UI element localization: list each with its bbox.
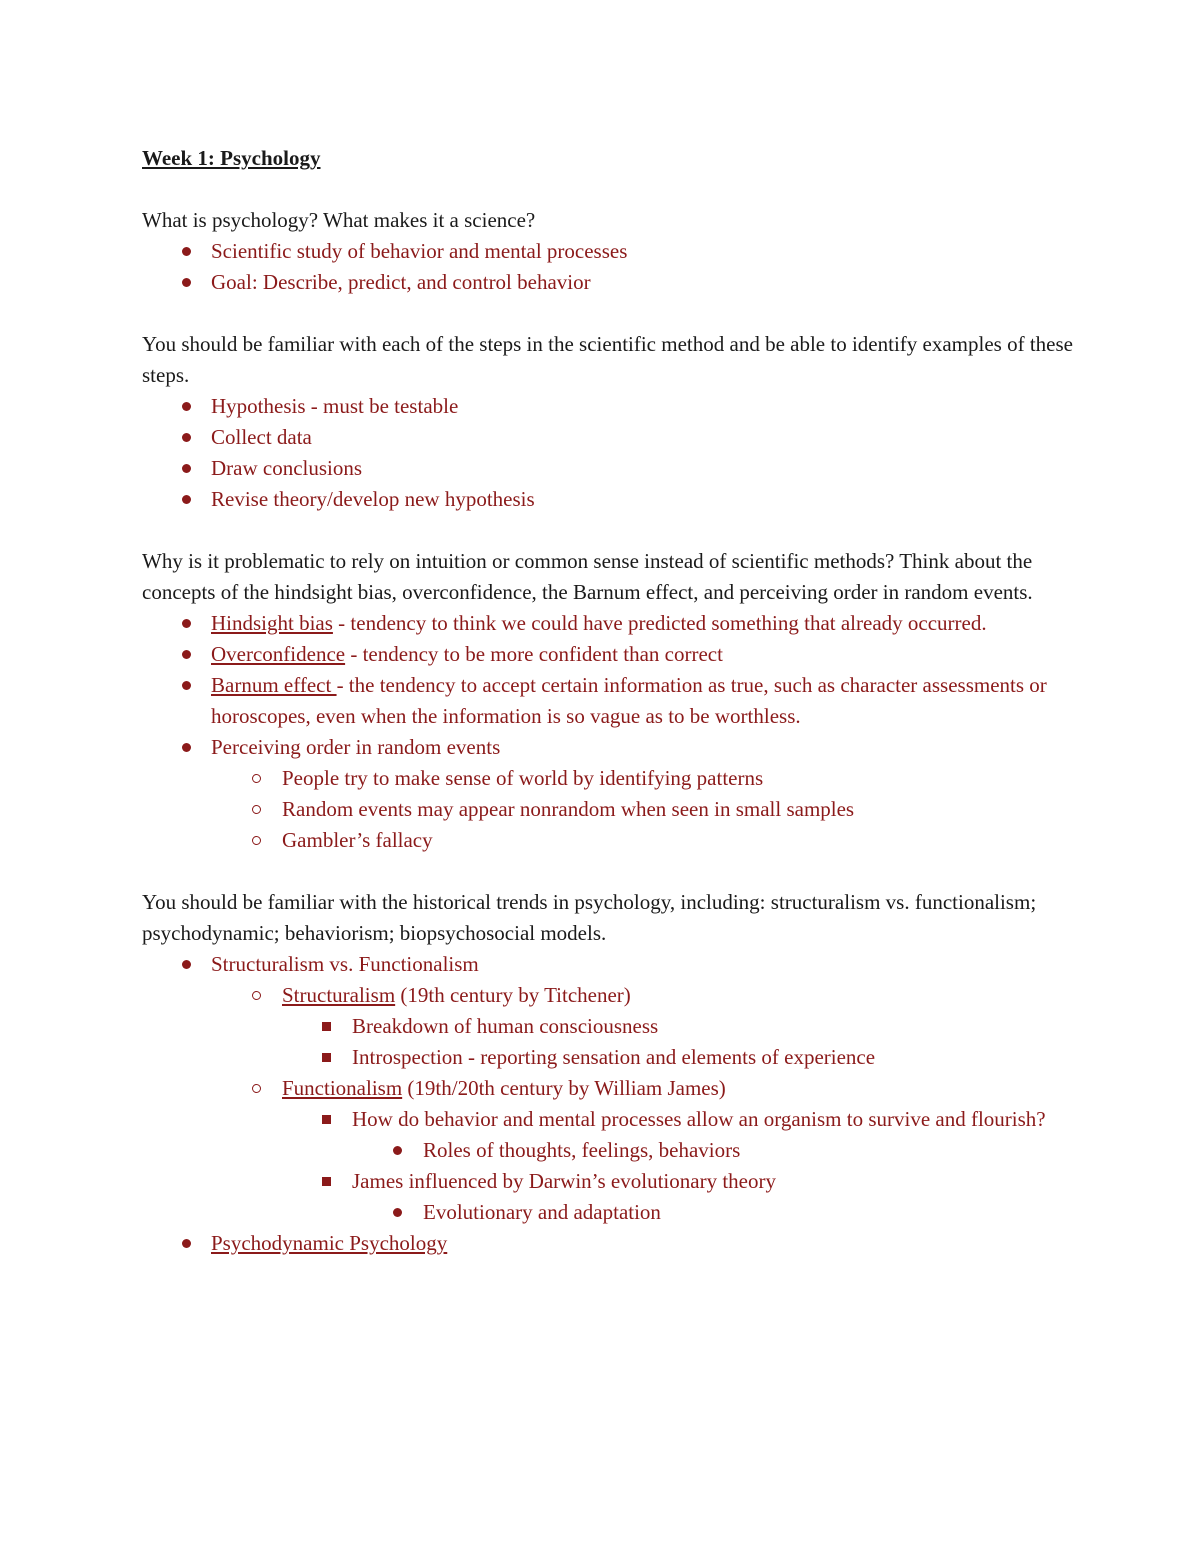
bullet-ring-icon	[246, 980, 266, 1011]
q1-list	[142, 236, 1082, 298]
list-item: Hypothesis - must be testable	[142, 391, 1082, 422]
page-title: Week 1: Psychology	[142, 146, 321, 170]
list-item: Roles of thoughts, feelings, behaviors	[142, 1135, 1082, 1166]
list-item: Overconfidence - tendency to be more confident than correct	[142, 639, 1082, 670]
list-item: Evolutionary and adaptation	[142, 1197, 1082, 1228]
q2-list	[142, 391, 1082, 515]
list-item: Collect data	[142, 422, 1082, 453]
list-item: Goal: Describe, predict, and control behavior	[142, 267, 1082, 298]
bullet-ring-icon	[246, 1073, 266, 1104]
bullet-dot-icon	[176, 949, 196, 980]
list-item: Scientific study of behavior and mental processes	[142, 236, 1082, 267]
list-item: How do behavior and mental processes allow an organism to survive and flourish?	[142, 1104, 1082, 1135]
question-4: You should be familiar with the historical trends in psychology, including: structuralism vs. functionalism; psychodynamic; behaviorism; biopsychosocial models.	[142, 890, 1037, 945]
list-item: Draw conclusions	[142, 453, 1082, 484]
list-item	[142, 1228, 1082, 1259]
bullet-dot-icon	[176, 453, 196, 484]
term-barnum-effect: Barnum effect	[211, 673, 337, 697]
list-item: Structuralism vs. Functionalism	[142, 949, 1082, 980]
bullet-dot-icon	[176, 639, 196, 670]
q3-list	[142, 608, 1082, 856]
term-psychodynamic: Psychodynamic Psychology	[211, 1231, 448, 1255]
list-item: Barnum effect - the tendency to accept certain information as true, such as character assessments or horoscopes, even when the information is so vague as to be worthless.	[142, 670, 1082, 732]
document-body	[142, 143, 1082, 1259]
bullet-dot-icon	[176, 670, 196, 701]
bullet-dot-icon	[176, 422, 196, 453]
bullet-square-icon	[316, 1166, 336, 1197]
list-item: Functionalism (19th/20th century by William James)	[142, 1073, 1082, 1104]
term-functionalism: Functionalism	[282, 1076, 403, 1100]
list-item: Structuralism (19th century by Titchener)	[142, 980, 1082, 1011]
bullet-dot-icon	[176, 391, 196, 422]
bullet-square-icon	[316, 1011, 336, 1042]
bullet-dot-icon	[176, 1228, 196, 1259]
list-item: James influenced by Darwin’s evolutionary theory	[142, 1166, 1082, 1197]
bullet-dot-icon	[176, 484, 196, 515]
list-item: Revise theory/develop new hypothesis	[142, 484, 1082, 515]
bullet-dot-icon	[176, 608, 196, 639]
term-hindsight-bias: Hindsight bias	[211, 611, 333, 635]
term-overconfidence: Overconfidence	[211, 642, 346, 666]
bullet-dot-icon	[387, 1135, 407, 1166]
list-item: Perceiving order in random events	[142, 732, 1082, 763]
bullet-dot-icon	[176, 732, 196, 763]
question-3: Why is it problematic to rely on intuition or common sense instead of scientific methods? Think about the concepts of the hindsight bias, overconfidence, the Barnum effect, and perceiving order in random events.	[142, 549, 1033, 604]
bullet-ring-icon	[246, 763, 266, 794]
bullet-dot-icon	[176, 236, 196, 267]
question-1: What is psychology? What makes it a science?	[142, 208, 536, 232]
term-structuralism: Structuralism	[282, 983, 396, 1007]
list-item: People try to make sense of world by identifying patterns	[142, 763, 1082, 794]
list-item: Introspection - reporting sensation and elements of experience	[142, 1042, 1082, 1073]
bullet-square-icon	[316, 1042, 336, 1073]
list-item: Breakdown of human consciousness	[142, 1011, 1082, 1042]
list-item: Random events may appear nonrandom when seen in small samples	[142, 794, 1082, 825]
question-2: You should be familiar with each of the steps in the scientific method and be able to identify examples of these steps.	[142, 332, 1073, 387]
bullet-ring-icon	[246, 794, 266, 825]
bullet-dot-icon	[387, 1197, 407, 1228]
bullet-square-icon	[316, 1104, 336, 1135]
q4-list	[142, 949, 1082, 1259]
bullet-dot-icon	[176, 267, 196, 298]
list-item: Hindsight bias - tendency to think we could have predicted something that already occurred.	[142, 608, 1082, 639]
bullet-ring-icon	[246, 825, 266, 856]
list-item: Gambler’s fallacy	[142, 825, 1082, 856]
